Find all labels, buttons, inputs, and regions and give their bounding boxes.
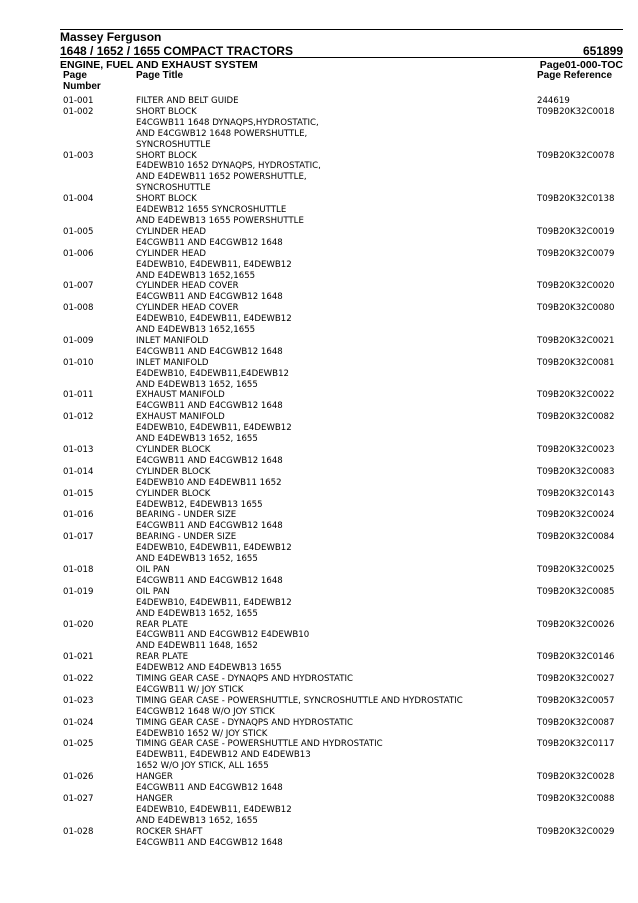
header-model-line [60, 44, 623, 58]
part-applicability: E4CGWB11 AND E4CGWB12 1648 [136, 837, 283, 848]
part-applicability: AND E4DEWB13 1655 POWERSHUTTLE [136, 215, 304, 226]
toc-row [60, 827, 623, 849]
page-reference: T09B20K32C0138 [537, 194, 615, 205]
toc-row [60, 467, 623, 489]
part-applicability: E4CGWB11 AND E4CGWB12 1648 [136, 346, 283, 357]
page-title-cell [136, 445, 537, 467]
page-title-cell [136, 412, 537, 445]
page-number: 01-009 [63, 335, 94, 346]
page-reference: T09B20K32C0024 [537, 510, 615, 521]
page-number: 01-020 [63, 619, 94, 630]
page-title-cell [136, 652, 537, 674]
page-number: 01-023 [63, 695, 94, 706]
part-applicability: E4CGWB12 1648 W/O JOY STICK [136, 706, 275, 717]
page-title-cell [136, 772, 537, 794]
part-applicability: E4CGWB11 AND E4CGWB12 1648 [136, 575, 283, 586]
part-applicability: E4DEWB10, E4DEWB11, E4DEWB12 [136, 804, 292, 815]
page-reference: T09B20K32C0084 [537, 532, 615, 543]
part-title: TIMING GEAR CASE - POWERSHUTTLE, SYNCROSHUTTLE AND HYDROSTATIC [136, 695, 463, 706]
page-title-cell [136, 674, 537, 696]
part-title: BEARING - UNDER SIZE [136, 532, 237, 543]
part-applicability: SYNCROSHUTTLE [136, 183, 211, 194]
header-section-line [60, 58, 623, 70]
toc-row [60, 620, 623, 653]
column-header-page-number [63, 70, 101, 92]
part-title: CYLINDER HEAD COVER [136, 303, 239, 314]
toc-row [60, 227, 623, 249]
toc-row [60, 445, 623, 467]
part-applicability: AND E4DEWB11 1648, 1652 [136, 641, 258, 652]
part-applicability: E4DEWB10, E4DEWB11, E4DEWB12 [136, 597, 292, 608]
toc-row [60, 390, 623, 412]
part-title: FILTER AND BELT GUIDE [136, 96, 239, 106]
toc-row [60, 336, 623, 358]
page-reference: T09B20K32C0027 [537, 674, 615, 685]
page-title-cell [136, 532, 537, 565]
page-reference: T09B20K32C0080 [537, 303, 615, 314]
page-number: 01-004 [63, 194, 94, 205]
page-number: 01-007 [63, 281, 94, 292]
page-number: 01-019 [63, 586, 94, 597]
toc-row [60, 565, 623, 587]
column-header-page-label: Page [63, 70, 87, 81]
document-page [60, 29, 623, 849]
part-title: BEARING - UNDER SIZE [136, 510, 237, 521]
page-reference: T09B20K32C0143 [537, 488, 615, 499]
part-applicability: E4DEWB10, E4DEWB11,E4DEWB12 [136, 368, 290, 379]
column-header-number-label: Number [63, 81, 101, 92]
toc-row [60, 358, 623, 391]
part-applicability: E4DEWB10, E4DEWB11, E4DEWB12 [136, 543, 292, 554]
part-title: CYLINDER HEAD [136, 226, 206, 237]
toc-row [60, 718, 623, 740]
page-number: 01-011 [63, 390, 94, 401]
part-applicability: E4CGWB11 AND E4CGWB12 1648 [136, 783, 283, 794]
page-title-cell [136, 227, 537, 249]
page-number: 01-003 [63, 150, 94, 161]
part-applicability: E4DEWB12 AND E4DEWB13 1655 [136, 663, 282, 674]
part-applicability: AND E4DEWB13 1652, 1655 [136, 608, 258, 619]
part-title: SHORT BLOCK [136, 106, 197, 117]
part-applicability: E4DEWB12, E4DEWB13 1655 [136, 499, 263, 510]
header-brand-line [60, 29, 623, 44]
page-reference: T09B20K32C0083 [537, 466, 615, 477]
column-header-title: Page Title [136, 70, 184, 81]
page-number: 01-017 [63, 532, 94, 543]
toc-row [60, 772, 623, 794]
page-reference: T09B20K32C0146 [537, 652, 615, 663]
page-number: 01-012 [63, 412, 94, 423]
part-applicability: E4CGWB11 AND E4CGWB12 1648 [136, 292, 283, 303]
page-number: 01-008 [63, 303, 94, 314]
page-number: 01-024 [63, 717, 94, 728]
page-number: 01-006 [63, 248, 94, 259]
page-reference: T09B20K32C0020 [537, 281, 615, 292]
part-title: HANGER [136, 794, 173, 804]
page-title-cell [136, 336, 537, 358]
part-title: SHORT BLOCK [136, 150, 197, 161]
page-title-cell [136, 390, 537, 412]
page-reference: T09B20K32C0029 [537, 826, 615, 837]
page-number: 01-010 [63, 357, 94, 368]
toc-row [60, 532, 623, 565]
toc-row [60, 281, 623, 303]
page-reference: T09B20K32C0057 [537, 695, 615, 706]
toc-row [60, 96, 623, 107]
page-title-cell [136, 696, 537, 718]
part-applicability: AND E4CGWB12 1648 POWERSHUTTLE, [136, 128, 308, 139]
part-applicability: AND E4DEWB13 1652,1655 [136, 325, 256, 336]
part-applicability: AND E4DEWB13 1652, 1655 [136, 815, 258, 826]
part-title: CYLINDER BLOCK [136, 445, 211, 455]
part-applicability: E4CGWB11 AND E4CGWB12 1648 [136, 237, 283, 248]
page-title-cell [136, 510, 537, 532]
part-title: TIMING GEAR CASE - POWERSHUTTLE AND HYDROSTATIC [136, 739, 383, 750]
part-applicability: E4CGWB11 AND E4CGWB12 1648 [136, 455, 283, 466]
part-applicability: E4DEWB10, E4DEWB11, E4DEWB12 [136, 423, 292, 434]
page-number: 01-026 [63, 772, 94, 783]
page-title-cell [136, 718, 537, 740]
page-reference: T09B20K32C0082 [537, 412, 615, 423]
part-title: INLET MANIFOLD [136, 335, 209, 346]
part-applicability: E4DEWB11, E4DEWB12 AND E4DEWB13 [136, 750, 311, 761]
part-title: TIMING GEAR CASE - DYNAQPS AND HYDROSTATIC [136, 674, 353, 685]
page-reference: T09B20K32C0023 [537, 445, 615, 455]
part-title: HANGER [136, 772, 173, 783]
page-title-cell [136, 194, 537, 227]
page-title-cell [136, 587, 537, 620]
part-title: EXHAUST MANIFOLD [136, 412, 225, 423]
part-applicability: AND E4DEWB13 1652,1655 [136, 270, 256, 281]
toc-row [60, 249, 623, 282]
page-number: 01-015 [63, 488, 94, 499]
page-number: 01-016 [63, 510, 94, 521]
column-headers [60, 70, 623, 96]
page-number: 01-018 [63, 564, 94, 575]
part-title: TIMING GEAR CASE - DYNAQPS AND HYDROSTATIC [136, 717, 353, 728]
page-title-cell [136, 96, 537, 107]
toc-row [60, 412, 623, 445]
page-reference: T09B20K32C0028 [537, 772, 615, 783]
page-title-cell [136, 794, 537, 827]
part-applicability: AND E4DEWB13 1652, 1655 [136, 434, 258, 445]
toc-row [60, 151, 623, 195]
page-reference: T09B20K32C0117 [537, 739, 615, 750]
part-title: REAR PLATE [136, 652, 189, 663]
part-title: OIL PAN [136, 586, 170, 597]
page-reference: T09B20K32C0087 [537, 717, 615, 728]
page-title-cell [136, 467, 537, 489]
toc-row [60, 587, 623, 620]
brand-name: Massey Ferguson [60, 30, 162, 44]
part-title: CYLINDER HEAD COVER [136, 281, 239, 292]
page-title-cell [136, 620, 537, 653]
toc-list [60, 96, 623, 849]
page-reference: T09B20K32C0078 [537, 150, 615, 161]
part-applicability: E4DEWB10, E4DEWB11, E4DEWB12 [136, 259, 292, 270]
part-applicability: E4CGWB11 AND E4CGWB12 E4DEWB10 [136, 630, 310, 641]
toc-row [60, 194, 623, 227]
toc-row [60, 739, 623, 772]
part-applicability: AND E4DEWB13 1652, 1655 [136, 554, 258, 565]
toc-row [60, 696, 623, 718]
part-title: ROCKER SHAFT [136, 826, 203, 837]
page-reference: T09B20K32C0018 [537, 106, 615, 117]
part-applicability: E4DEWB10 1652 DYNAQPS, HYDROSTATIC, [136, 161, 321, 172]
part-applicability: E4DEWB10 AND E4DEWB11 1652 [136, 477, 282, 488]
part-applicability: E4CGWB11 1648 DYNAQPS,HYDROSTATIC, [136, 117, 319, 128]
part-applicability: E4DEWB10, E4DEWB11, E4DEWB12 [136, 314, 292, 325]
part-applicability: 1652 W/O JOY STICK, ALL 1655 [136, 761, 269, 772]
part-applicability: SYNCROSHUTTLE [136, 139, 211, 150]
page-reference-code: Page01-000-TOC [539, 59, 623, 71]
part-title: SHORT BLOCK [136, 194, 197, 205]
page-number: 01-014 [63, 466, 94, 477]
page-title-cell [136, 565, 537, 587]
part-title: INLET MANIFOLD [136, 357, 209, 368]
page-title-cell [136, 107, 537, 151]
part-applicability: E4CGWB11 AND E4CGWB12 1648 [136, 521, 283, 532]
page-reference: T09B20K32C0026 [537, 619, 615, 630]
page-title-cell [136, 489, 537, 511]
part-applicability: E4CGWB11 W/ JOY STICK [136, 684, 244, 695]
toc-row [60, 489, 623, 511]
page-title-cell [136, 827, 537, 849]
page-number: 01-022 [63, 674, 94, 685]
page-reference: T09B20K32C0021 [537, 335, 615, 346]
column-header-reference: Page Reference [537, 70, 613, 81]
page-number: 01-027 [63, 794, 94, 804]
part-applicability: E4DEWB12 1655 SYNCROSHUTTLE [136, 205, 287, 216]
page-number: 01-028 [63, 826, 94, 837]
page-reference: 244619 [537, 96, 570, 106]
toc-row [60, 107, 623, 151]
part-title: CYLINDER BLOCK [136, 488, 211, 499]
page-number: 01-021 [63, 652, 94, 663]
page-number: 01-025 [63, 739, 94, 750]
page-reference: T09B20K32C0025 [537, 564, 615, 575]
page-number: 01-001 [63, 96, 94, 106]
document-code: 651899 [582, 44, 623, 58]
part-title: EXHAUST MANIFOLD [136, 390, 225, 401]
page-reference: T09B20K32C0088 [537, 794, 615, 804]
page-title-cell [136, 249, 537, 282]
page-reference: T09B20K32C0079 [537, 248, 615, 259]
section-title: ENGINE, FUEL AND EXHAUST SYSTEM [60, 59, 258, 71]
page-title-cell [136, 281, 537, 303]
toc-row [60, 652, 623, 674]
page-number: 01-013 [63, 445, 94, 455]
page-number: 01-005 [63, 226, 94, 237]
toc-row [60, 794, 623, 827]
page-reference: T09B20K32C0085 [537, 586, 615, 597]
toc-row [60, 510, 623, 532]
page-reference: T09B20K32C0022 [537, 390, 615, 401]
part-applicability: AND E4DEWB11 1652 POWERSHUTTLE, [136, 172, 307, 183]
part-title: CYLINDER BLOCK [136, 466, 211, 477]
part-title: CYLINDER HEAD [136, 248, 206, 259]
page-reference: T09B20K32C0081 [537, 357, 615, 368]
part-applicability: E4CGWB11 AND E4CGWB12 1648 [136, 401, 283, 412]
page-title-cell [136, 358, 537, 391]
page-number: 01-002 [63, 106, 94, 117]
page-title-cell [136, 739, 537, 772]
toc-row [60, 303, 623, 336]
part-applicability: E4DEWB10 1652 W/ JOY STICK [136, 728, 268, 739]
page-title-cell [136, 303, 537, 336]
page-reference: T09B20K32C0019 [537, 226, 615, 237]
toc-row [60, 674, 623, 696]
part-applicability: AND E4DEWB13 1652, 1655 [136, 379, 258, 390]
page-title-cell [136, 151, 537, 195]
model-title: 1648 / 1652 / 1655 COMPACT TRACTORS [60, 44, 293, 58]
part-title: OIL PAN [136, 564, 170, 575]
part-title: REAR PLATE [136, 619, 189, 630]
